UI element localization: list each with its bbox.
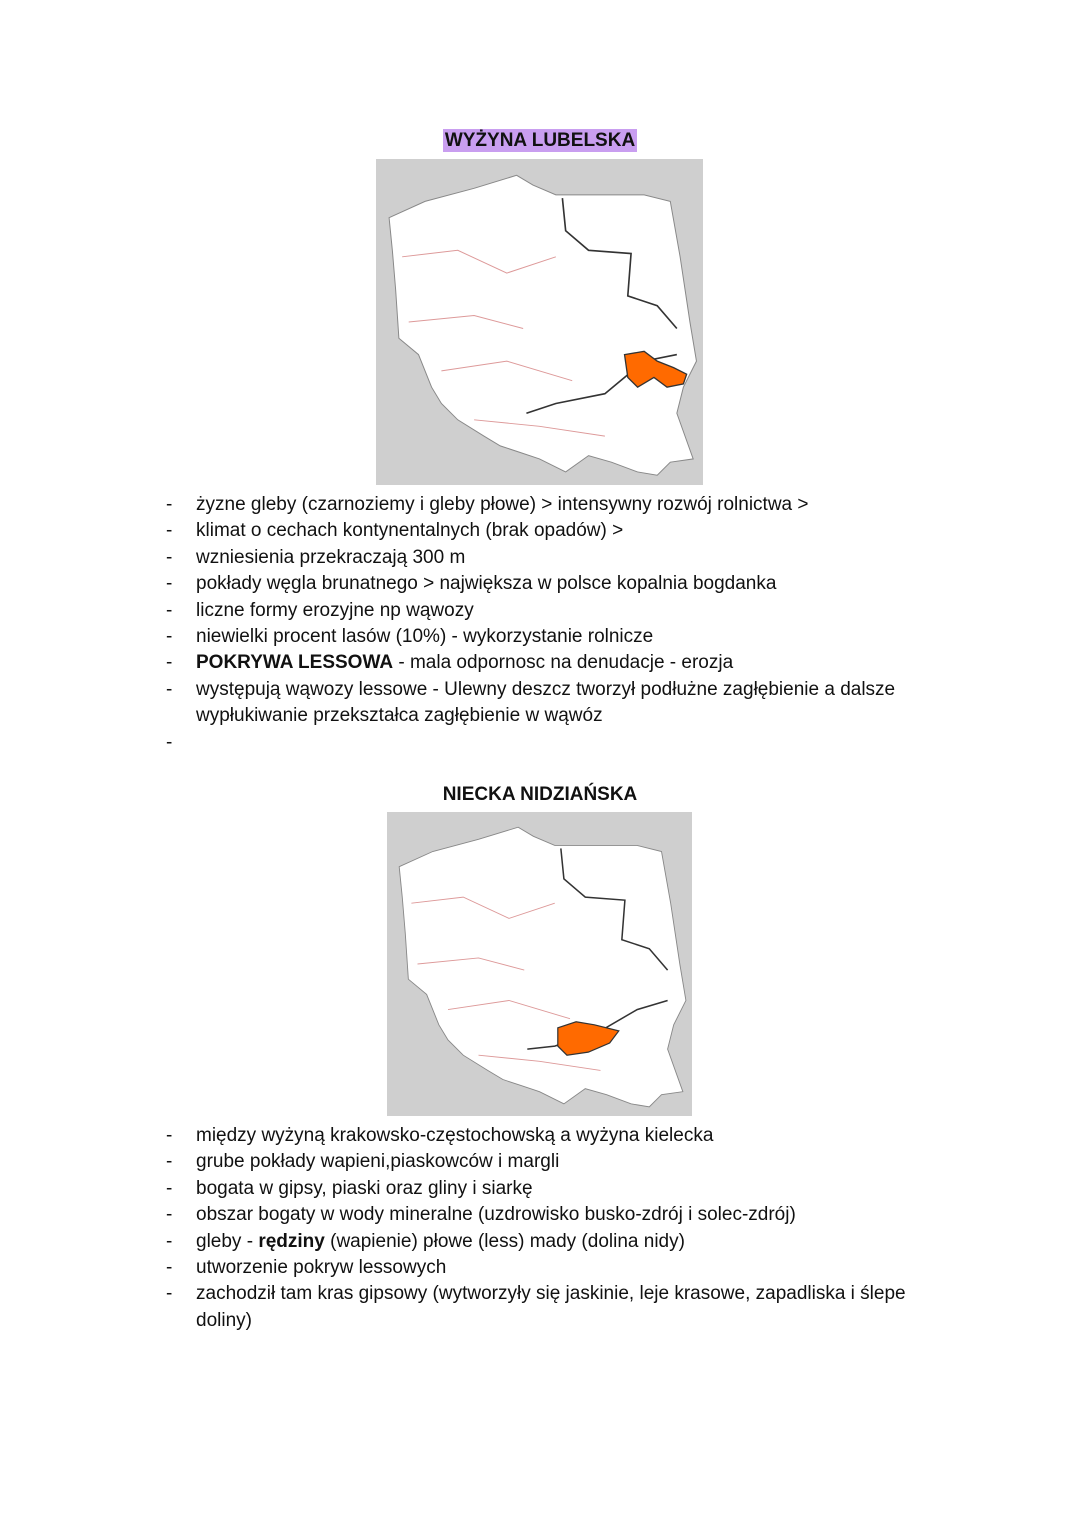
list-item: - między wyżyną krakowsko-częstochowską a wyżyna kielecka (160, 1123, 960, 1149)
list-item: - liczne formy erozyjne np wąwozy (160, 598, 960, 624)
list-item: - gleby - rędziny (wapienie) płowe (less) mady (dolina nidy) (160, 1229, 960, 1255)
list-item (160, 730, 960, 756)
list-item: - obszar bogaty w wody mineralne (uzdrowisko busko-zdrój i solec-zdrój) (160, 1202, 960, 1228)
list-item: - utworzenie pokryw lessowych (160, 1255, 960, 1281)
list-item: - wzniesienia przekraczają 300 m (160, 545, 960, 571)
list-item: - grube pokłady wapieni,piaskowców i margli (160, 1149, 960, 1175)
section2-bullet-list (160, 1123, 960, 1334)
list-item: - klimat o cechach kontynentalnych (brak opadów) > (160, 518, 960, 544)
list-item: - POKRYWA LESSOWA - mala odpornosc na denudacje - erozja (160, 650, 960, 676)
list-item: - zachodził tam kras gipsowy (wytworzyły się jaskinie, leje krasowe, zapadliska i ślepe doliny) (160, 1281, 960, 1334)
map-poland-wyzyna-lubelska (376, 159, 703, 485)
section1-bullet-list (160, 492, 960, 756)
list-item: - bogata w gipsy, piaski oraz gliny i siarkę (160, 1176, 960, 1202)
section-title-wyzyna-lubelska: WYŻYNA LUBELSKA (444, 130, 636, 151)
list-item: - pokłady węgla brunatnego > największa w polsce kopalnia bogdanka (160, 571, 960, 597)
list-item: - żyzne gleby (czarnoziemy i gleby płowe) > intensywny rozwój rolnictwa > (160, 492, 960, 518)
section-title-niecka-nidzianska: NIECKA NIDZIAŃSKA (442, 784, 638, 805)
map-poland-niecka-nidzianska (387, 812, 692, 1116)
list-item: - występują wąwozy lessowe - Ulewny deszcz tworzył podłużne zagłębienie a dalsze wypłukiwanie przekształca zagłębienie w wąwóz (160, 677, 960, 730)
list-item: - niewielki procent lasów (10%) - wykorzystanie rolnicze (160, 624, 960, 650)
